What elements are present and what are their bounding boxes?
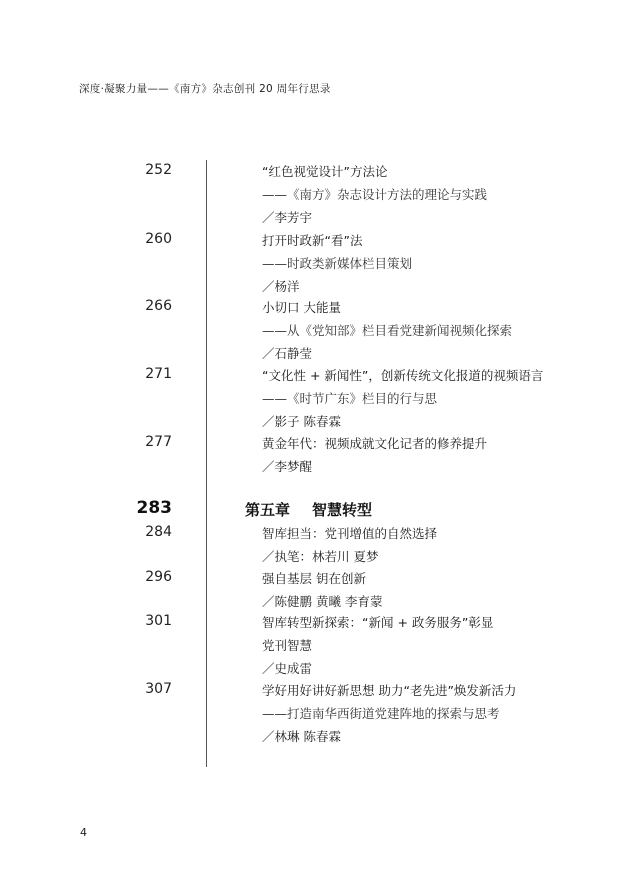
toc-page-number: 252 bbox=[145, 162, 172, 178]
toc-title: 智库担当：党刊增值的自然选择 bbox=[262, 526, 438, 541]
toc-title-continued: 党刊智慧 bbox=[262, 638, 313, 653]
toc-author: ／石静莹 bbox=[262, 346, 313, 361]
page-number: 4 bbox=[80, 826, 87, 839]
toc-title: 黄金年代：视频成就文化记者的修养提升 bbox=[262, 436, 488, 451]
toc-author: ／执笔：林若川 夏梦 bbox=[262, 549, 379, 564]
toc-subtitle: ——时政类新媒体栏目策划 bbox=[262, 256, 413, 271]
toc-author: ／李芳宇 bbox=[262, 210, 313, 225]
toc-subtitle: ——《南方》杂志设计方法的理论与实践 bbox=[262, 187, 488, 202]
chapter-page-number: 283 bbox=[136, 498, 172, 518]
toc-title: 学好用好讲好新思想 助力“老先进”焕发新活力 bbox=[262, 683, 517, 698]
toc-title: 打开时政新“看”法 bbox=[262, 233, 363, 248]
toc-title: 小切口 大能量 bbox=[262, 300, 341, 315]
toc-author: ／影子 陈春霖 bbox=[262, 414, 341, 429]
toc-author: ／李梦醒 bbox=[262, 459, 313, 474]
toc-author: ／史成雷 bbox=[262, 661, 313, 676]
toc-page-number: 277 bbox=[145, 434, 172, 450]
toc-title: “红色视觉设计”方法论 bbox=[262, 164, 388, 179]
toc-page-number: 296 bbox=[145, 569, 172, 585]
toc-page-number: 271 bbox=[145, 366, 172, 382]
chapter-title bbox=[245, 499, 372, 520]
toc-title: “文化性 + 新闻性”，创新传统文化报道的视频语言 bbox=[262, 368, 544, 383]
toc-page-number: 301 bbox=[145, 613, 172, 629]
toc-author: ／陈健鹏 黄曦 李育蒙 bbox=[262, 594, 383, 609]
toc-author: ／杨洋 bbox=[262, 279, 300, 294]
toc-subtitle: ——从《党知部》栏目看党建新闻视频化探索 bbox=[262, 323, 513, 338]
toc-subtitle: ——《时节广东》栏目的行与思 bbox=[262, 391, 438, 406]
chapter-label: 第五章 bbox=[245, 501, 291, 519]
toc-title: 强自基层 钥在创新 bbox=[262, 571, 366, 586]
toc-page-number: 260 bbox=[145, 231, 172, 247]
toc-page-number: 307 bbox=[145, 681, 172, 697]
toc-subtitle: ——打造南华西街道党建阵地的探索与思考 bbox=[262, 706, 500, 721]
chapter-name: 智慧转型 bbox=[312, 501, 373, 519]
toc-title: 智库转型新探索：“新闻 + 政务服务”彰显 bbox=[262, 615, 494, 630]
running-header: 深度·凝聚力量——《南方》杂志创刊 20 周年行思录 bbox=[79, 83, 331, 95]
toc-author: ／林琳 陈春霖 bbox=[262, 729, 341, 744]
toc-divider-line bbox=[206, 160, 207, 767]
toc-page-number: 266 bbox=[145, 298, 172, 314]
toc-page-number: 284 bbox=[145, 524, 172, 540]
